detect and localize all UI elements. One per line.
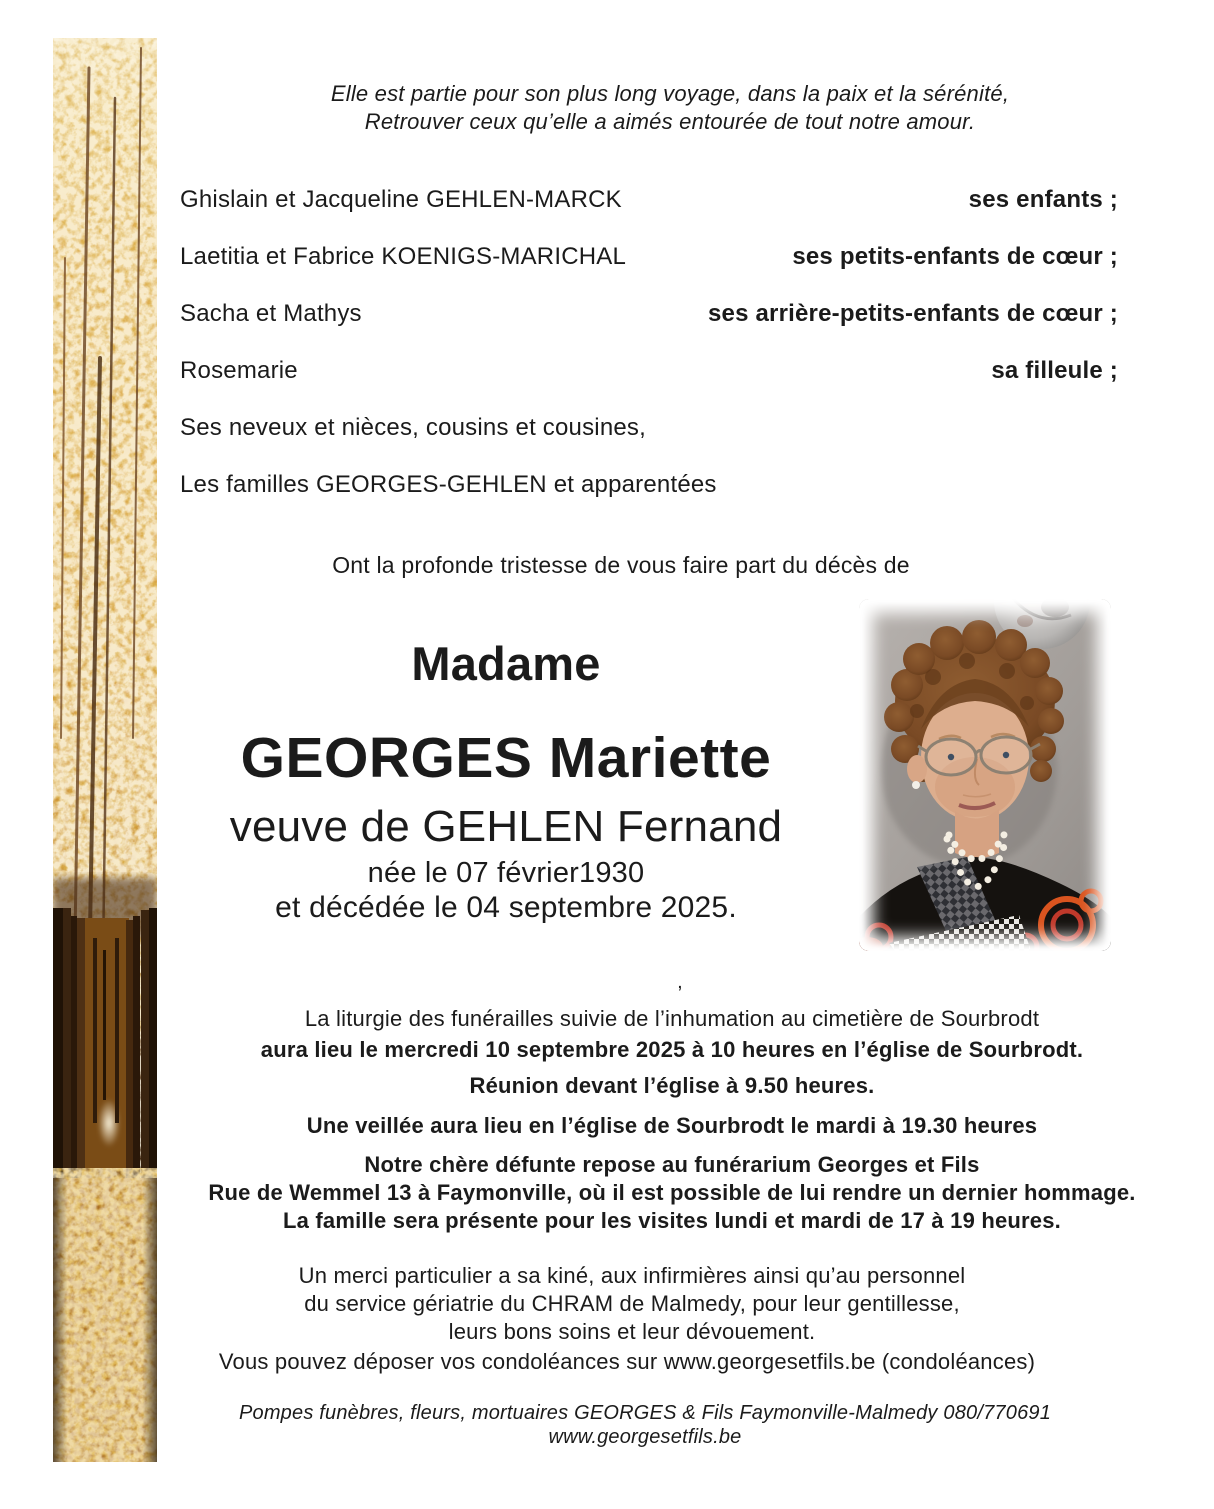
epigraph-line-2: Retrouver ceux qu’elle a aimés entourée de tout notre amour.	[364, 109, 976, 134]
family-name: Ghislain et Jacqueline GEHLEN-MARCK	[180, 186, 622, 213]
autumn-path-photo	[53, 38, 157, 1462]
family-relation: ses petits-enfants de cœur ;	[792, 243, 1118, 270]
family-row	[180, 186, 1118, 243]
repose-paragraph	[152, 1151, 1192, 1235]
earring	[912, 781, 920, 789]
liturgy-paragraph	[152, 1003, 1192, 1065]
family-name: Sacha et Mathys	[180, 300, 362, 327]
deceased-death-line: et décédée le 04 septembre 2025.	[275, 891, 737, 924]
thanks-line-2: du service gériatrie du CHRAM de Malmedy, pour leur gentillesse,	[304, 1291, 960, 1316]
epigraph	[150, 80, 1190, 136]
family-name: Ses neveux et nièces, cousins et cousines,	[180, 414, 646, 441]
thanks-paragraph	[112, 1262, 1152, 1346]
thanks-line-1: Un merci particulier a sa kiné, aux infirmières ainsi qu’au personnel	[298, 1263, 966, 1288]
funeral-home-line: Pompes funèbres, fleurs, mortuaires GEORGES & Fils Faymonville-Malmedy 080/770691	[238, 1402, 1052, 1424]
portrait-photo	[859, 599, 1111, 951]
separator-mark: ,	[677, 971, 683, 993]
deceased-title: Madame	[411, 637, 601, 690]
deceased-widow-line: veuve de GEHLEN Fernand	[229, 802, 783, 851]
deceased-heading	[150, 637, 862, 925]
family-row	[180, 357, 1118, 414]
family-row	[180, 243, 1118, 300]
repose-line-2: Rue de Wemmel 13 à Faymonville, où il est possible de lui rendre un dernier hommage.	[208, 1180, 1136, 1205]
family-row	[180, 471, 1118, 528]
family-relation: sa filleule ;	[991, 357, 1118, 384]
repose-line-1: Notre chère défunte repose au funérarium Georges et Fils	[364, 1152, 980, 1177]
footer	[125, 1401, 1165, 1449]
family-relation: ses enfants ;	[968, 186, 1118, 213]
epigraph-line-1: Elle est partie pour son plus long voyage, dans la paix et la sérénité,	[330, 81, 1010, 106]
family-list	[180, 186, 1118, 528]
deceased-name: GEORGES Mariette	[240, 726, 772, 790]
announcement-line: Ont la profonde tristesse de vous faire part du décès de	[332, 552, 910, 578]
thanks-line-3: leurs bons soins et leur dévouement.	[448, 1319, 816, 1344]
website-line: www.georgesetfils.be	[548, 1426, 742, 1448]
family-row	[180, 300, 1118, 357]
repose-line-3: La famille sera présente pour les visites lundi et mardi de 17 à 19 heures.	[283, 1208, 1061, 1233]
family-name: Rosemarie	[180, 357, 298, 384]
family-row	[180, 414, 1118, 471]
liturgy-line-1: La liturgie des funérailles suivie de l’inhumation au cimetière de Sourbrodt	[304, 1006, 1040, 1031]
condolences-line: Vous pouvez déposer vos condoléances sur www.georgesetfils.be (condoléances)	[218, 1349, 1036, 1374]
deceased-birth-line: née le 07 février1930	[367, 857, 645, 889]
meeting-line: Réunion devant l’église à 9.50 heures.	[469, 1073, 875, 1098]
liturgy-line-2: aura lieu le mercredi 10 septembre 2025 à 10 heures en l’église de Sourbrodt.	[260, 1037, 1084, 1062]
family-name: Laetitia et Fabrice KOENIGS-MARICHAL	[180, 243, 627, 270]
vigil-line: Une veillée aura lieu en l’église de Sourbrodt le mardi à 19.30 heures	[306, 1113, 1038, 1138]
family-relation: ses arrière-petits-enfants de cœur ;	[708, 300, 1118, 327]
family-name: Les familles GEORGES-GEHLEN et apparentées	[180, 471, 717, 498]
